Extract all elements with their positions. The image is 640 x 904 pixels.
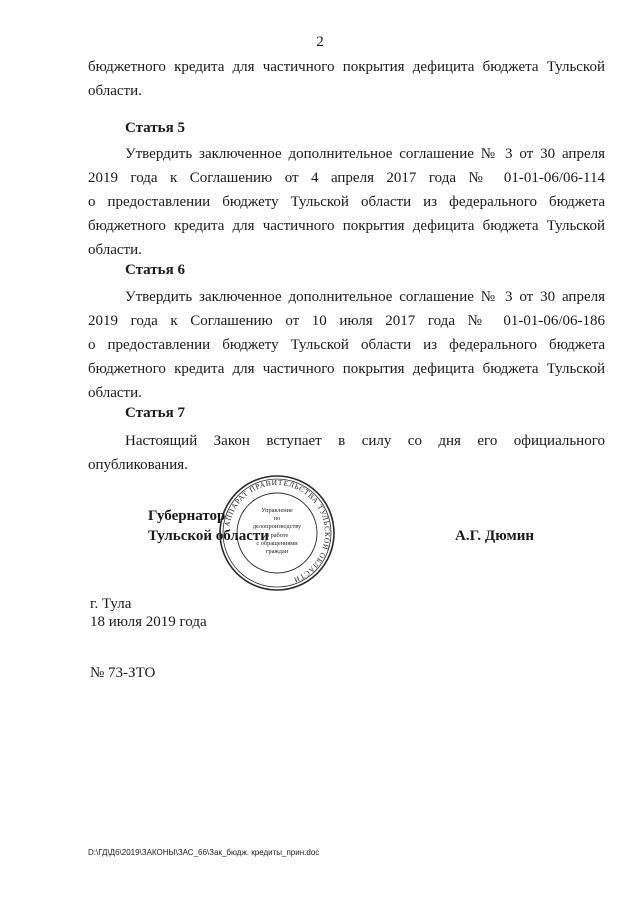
article-6-line: 2019 года к Соглашению от 10 июля 2017 года № 01-01-06/06-186 (88, 313, 605, 329)
seal-line: по делопроизводству (252, 515, 302, 531)
seal-ring-text: АППАРАТ ПРАВИТЕЛЬСТВА ТУЛЬСКОЙ ОБЛАСТИ (222, 477, 333, 585)
article-6-line: Утвердить заключенное дополнительное соглашение № 3 от 30 апреля (125, 289, 605, 305)
seal-line: и работе (265, 531, 289, 539)
article-6-heading: Статья 6 (125, 262, 185, 278)
seal-line: Управление (261, 507, 293, 514)
article-7-line: Настоящий Закон вступает в силу со дня его официального (125, 433, 605, 449)
intro-line: бюджетного кредита для частичного покрытия дефицита бюджета Тульской (88, 59, 605, 75)
seal-line: граждан (265, 548, 289, 556)
page-number: 2 (316, 34, 324, 50)
date: 18 июля 2019 года (90, 614, 207, 630)
article-7-line: опубликования. (88, 457, 188, 473)
article-6-line: о предоставлении бюджету Тульской области из федерального бюджета (88, 337, 605, 353)
article-5-heading: Статья 5 (125, 120, 185, 136)
article-6-line: бюджетного кредита для частичного покрытия дефицита бюджета Тульской (88, 361, 605, 377)
seal-line: с обращениями (256, 539, 298, 547)
footer-file-path: D:\ГД\Д6\2019\ЗАКОНЫ\ЗАС_66\Зак_бюдж. кредиты_прин.doc (88, 848, 320, 857)
article-5-line: области. (88, 242, 142, 258)
law-number: № 73-ЗТО (90, 665, 156, 681)
signatory-title-line1: Губернатор (148, 508, 226, 524)
article-5-line: 2019 года к Соглашению от 4 апреля 2017 года № 01-01-06/06-114 (88, 170, 605, 186)
article-5-line: Утвердить заключенное дополнительное соглашение № 3 от 30 апреля (125, 146, 605, 162)
article-5-line: о предоставлении бюджету Тульской области из федерального бюджета (88, 194, 605, 210)
article-7-heading: Статья 7 (125, 405, 185, 421)
article-5-line: бюджетного кредита для частичного покрытия дефицита бюджета Тульской (88, 218, 605, 234)
intro-line: области. (88, 83, 142, 99)
place: г. Тула (90, 596, 132, 612)
signatory-title-line2: Тульской области (148, 528, 269, 544)
article-6-line: области. (88, 385, 142, 401)
signatory-name: А.Г. Дюмин (455, 528, 535, 544)
